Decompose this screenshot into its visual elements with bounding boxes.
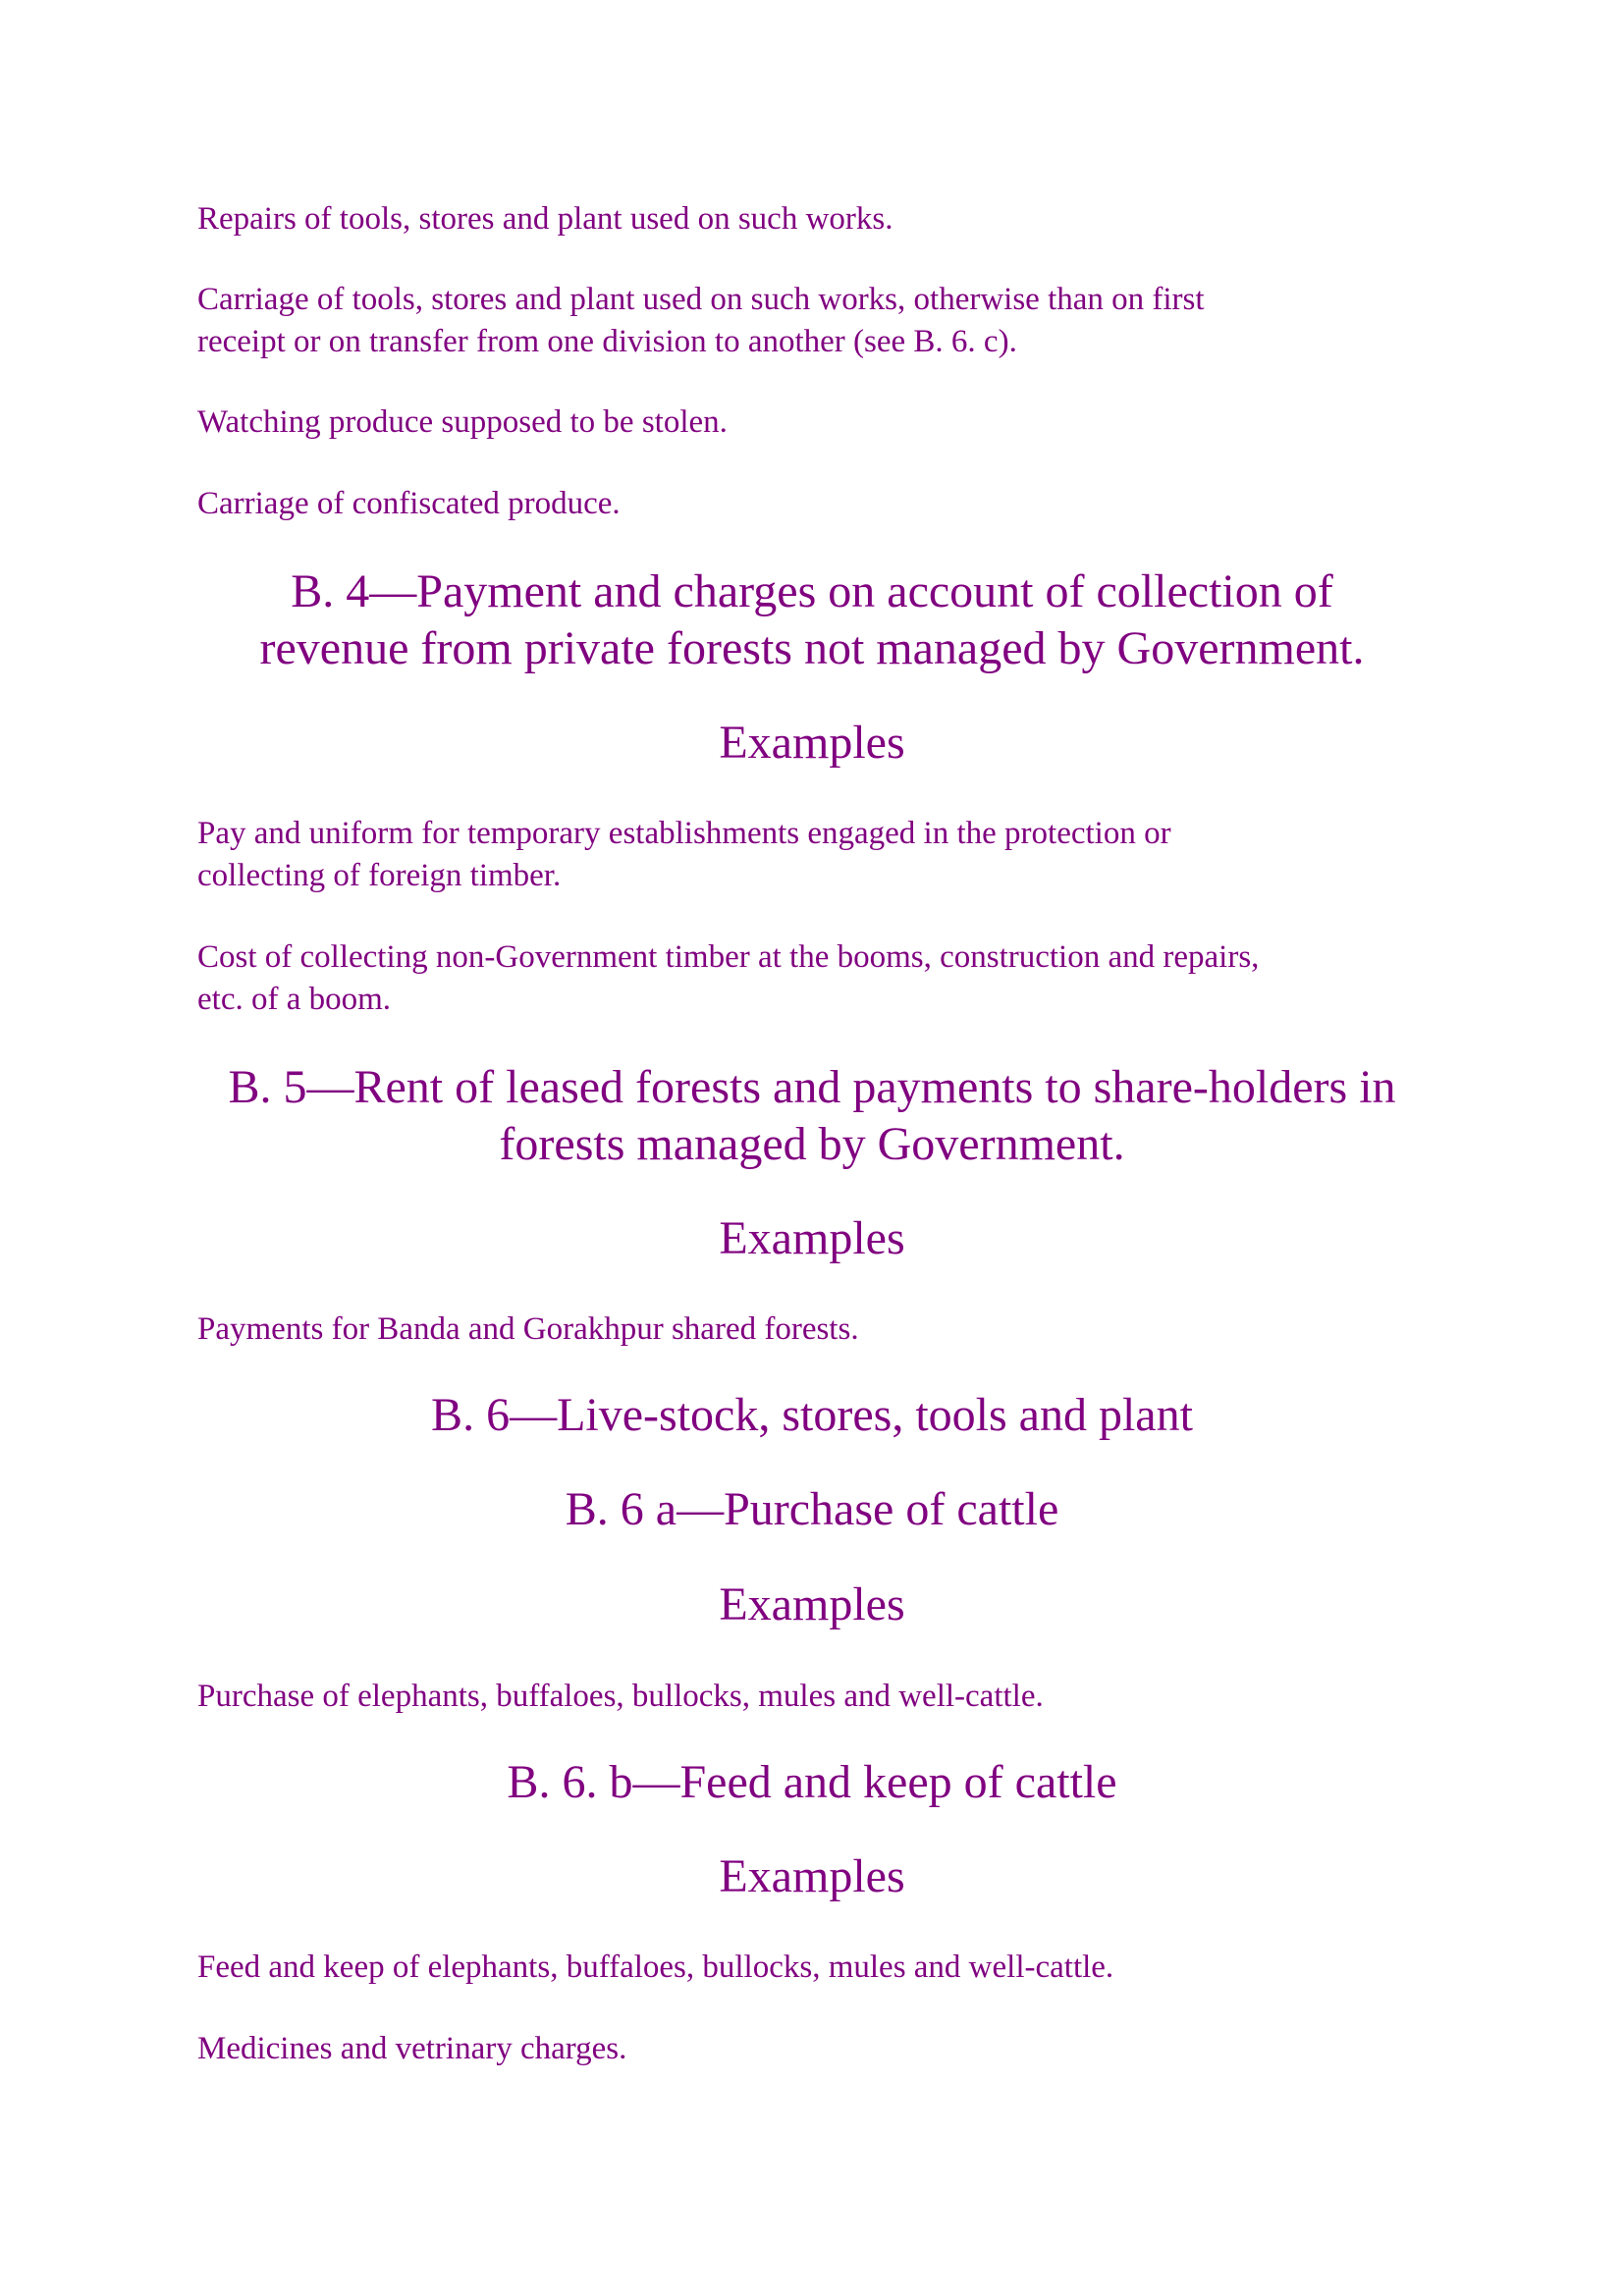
heading-examples: [147, 1210, 1477, 1267]
heading-line: Examples: [719, 1212, 905, 1264]
text-line: Payments for Banda and Gorakhpur shared forests.: [197, 1311, 859, 1347]
paragraph-payments-banda: [197, 1308, 1435, 1351]
text-line: Carriage of tools, stores and plant used on such works, otherwise than on first: [197, 282, 1205, 317]
text-line: Watching produce supposed to be stolen.: [197, 404, 728, 440]
text-line: etc. of a boom.: [197, 982, 392, 1017]
text-line: Purchase of elephants, buffaloes, bullocks, mules and well-cattle.: [197, 1679, 1044, 1714]
heading-b5: [147, 1059, 1477, 1173]
heading-line: Examples: [719, 717, 905, 769]
paragraph-purchase-elephants: [197, 1676, 1435, 1718]
paragraph-carriage-tools: [197, 279, 1435, 363]
text-line: Repairs of tools, stores and plant used on such works.: [197, 201, 893, 237]
paragraph-watching-produce: [197, 401, 1435, 444]
heading-b6b: [147, 1754, 1477, 1811]
heading-line: Examples: [719, 1850, 905, 1902]
paragraph-feed-keep: [197, 1947, 1435, 1989]
paragraph-medicines: [197, 2028, 1435, 2070]
paragraph-repairs-tools: [197, 198, 1435, 240]
text-line: Pay and uniform for temporary establishments engaged in the protection or: [197, 816, 1171, 851]
text-line: Carriage of confiscated produce.: [197, 486, 621, 521]
heading-b6a: [147, 1481, 1477, 1538]
heading-examples: [147, 1848, 1477, 1905]
text-line: Feed and keep of elephants, buffaloes, bullocks, mules and well-cattle.: [197, 1949, 1114, 1985]
heading-examples: [147, 715, 1477, 772]
heading-examples: [147, 1576, 1477, 1633]
text-line: receipt or on transfer from one division to another (see B. 6. c).: [197, 324, 1017, 359]
paragraph-pay-uniform: [197, 813, 1435, 897]
heading-line: B. 6 a—Purchase of cattle: [565, 1483, 1059, 1535]
heading-line: forests managed by Government.: [499, 1118, 1125, 1170]
text-line: collecting of foreign timber.: [197, 858, 562, 893]
heading-b6: [147, 1387, 1477, 1444]
text-line: Cost of collecting non-Government timber at the booms, construction and repairs,: [197, 939, 1260, 975]
text-line: Medicines and vetrinary charges.: [197, 2031, 627, 2066]
heading-b4: [147, 563, 1477, 677]
heading-line: B. 6—Live-stock, stores, tools and plant: [431, 1389, 1193, 1441]
heading-line: Examples: [719, 1578, 905, 1630]
heading-line: B. 4—Payment and charges on account of collection of: [291, 565, 1333, 617]
paragraph-carriage-confiscated: [197, 483, 1435, 525]
paragraph-cost-collecting: [197, 936, 1435, 1021]
heading-line: B. 6. b—Feed and keep of cattle: [507, 1756, 1117, 1808]
heading-line: B. 5—Rent of leased forests and payments to share-holders in: [228, 1061, 1396, 1113]
heading-line: revenue from private forests not managed by Government.: [259, 622, 1365, 674]
